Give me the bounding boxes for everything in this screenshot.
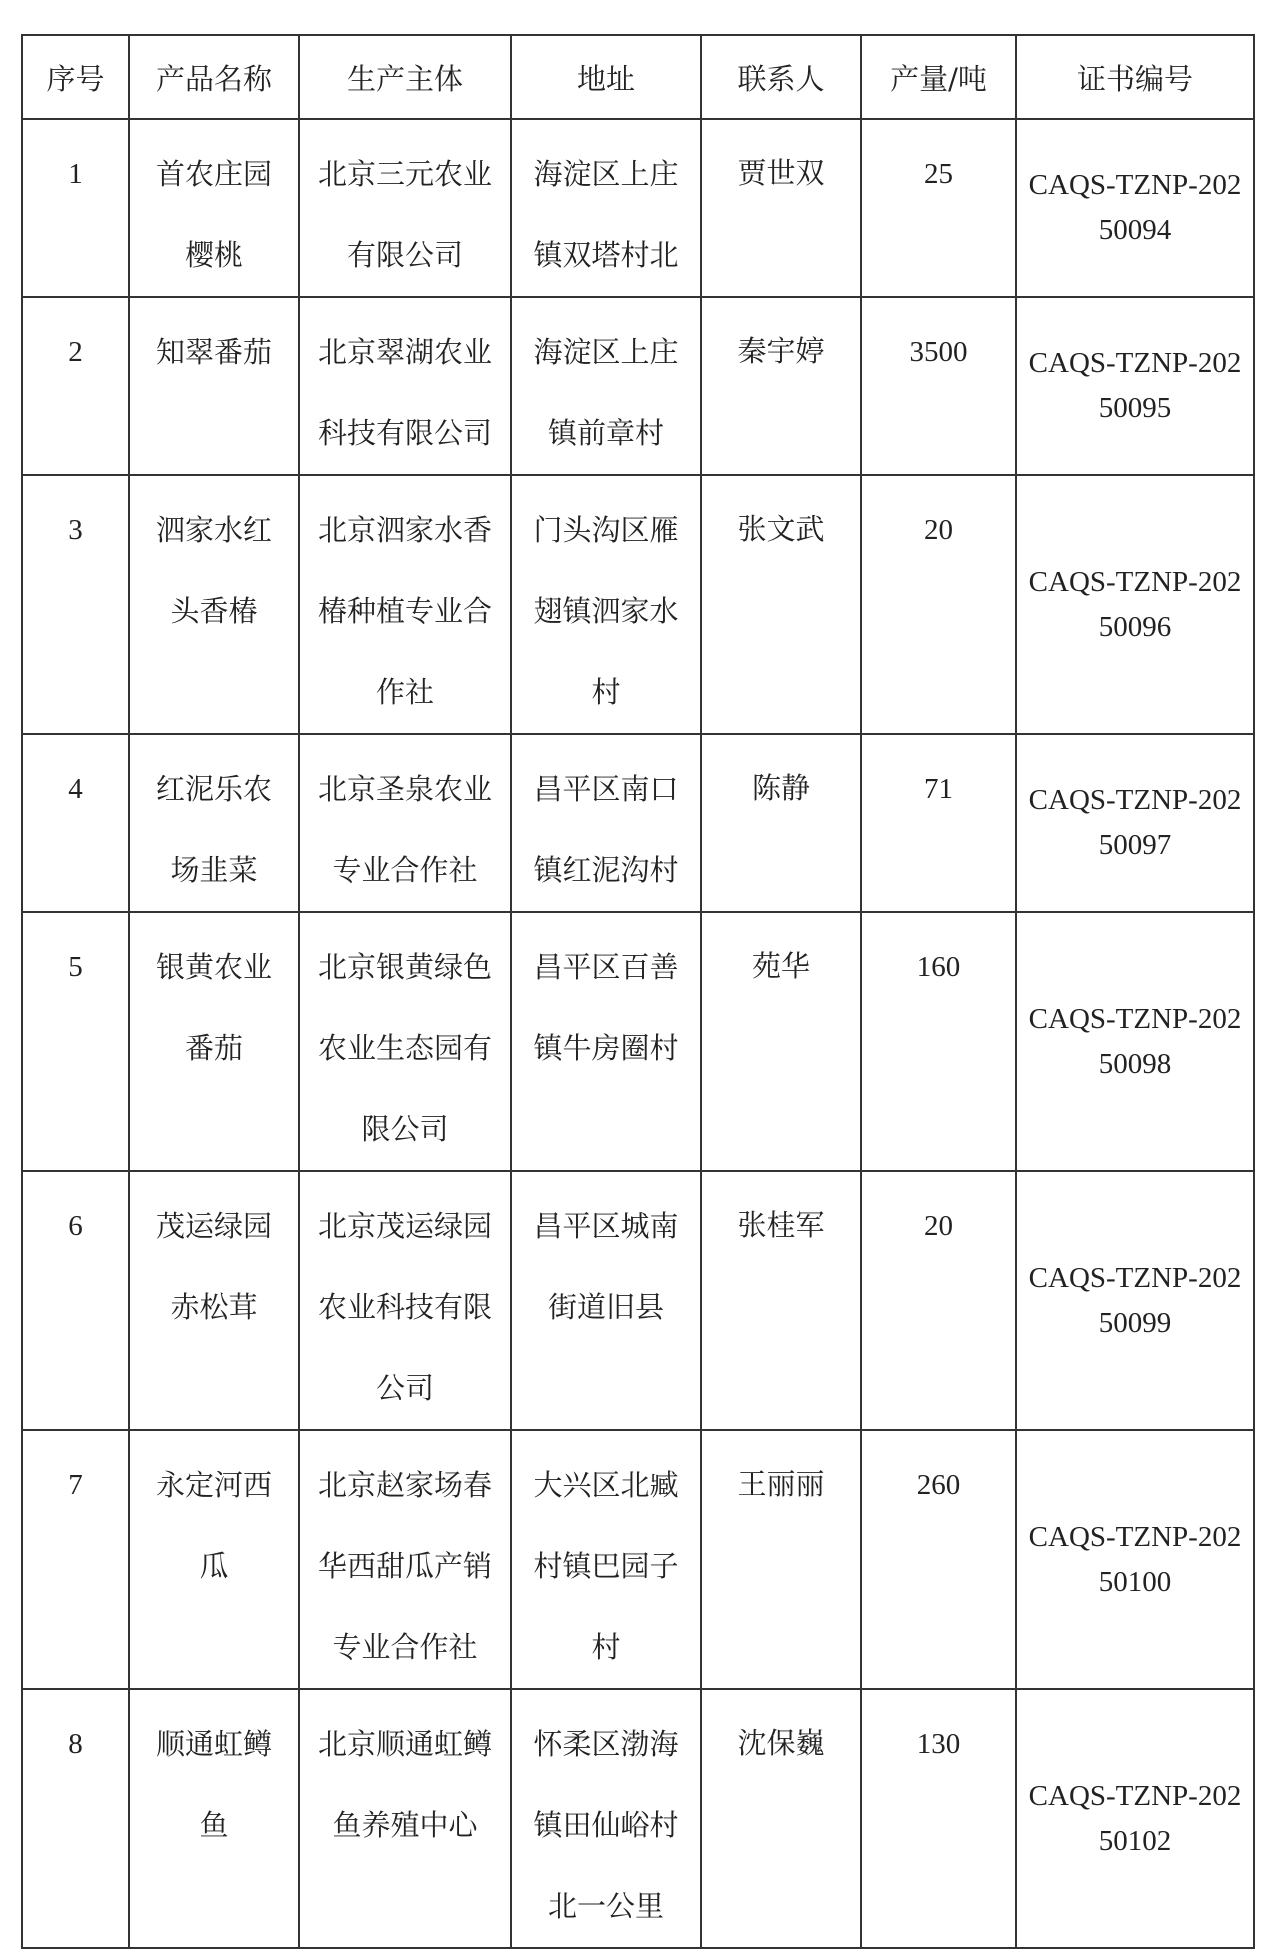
- cell-producer: [299, 1430, 511, 1689]
- cell-output: [861, 475, 1016, 734]
- cell-producer-line: 作社: [375, 675, 434, 709]
- cell-address-line: 镇田仙峪村: [533, 1808, 679, 1842]
- cell-index: [22, 119, 129, 297]
- cell-product-name: [129, 475, 299, 734]
- cell-product-name: [129, 912, 299, 1171]
- certificate-no-line: CAQS-TZNP-202: [1028, 169, 1242, 201]
- cell-product-name: [129, 119, 299, 297]
- table-row: [22, 475, 1254, 734]
- cell-producer: [299, 475, 511, 734]
- cell-contact-text: 王丽丽: [737, 1469, 825, 1501]
- certificate-no-line: CAQS-TZNP-202: [1028, 1520, 1242, 1553]
- table-row: [22, 119, 1254, 297]
- cell-output-text: 71: [924, 773, 953, 805]
- cell-address: [511, 1171, 701, 1430]
- cell-producer: [299, 1171, 511, 1430]
- cell-contact-text: 秦宇婷: [737, 336, 825, 368]
- cell-address: [511, 1689, 701, 1948]
- cell-index-text: 7: [68, 1469, 83, 1501]
- cell-address-line: 镇红泥沟村: [533, 853, 679, 887]
- table-row: [22, 1689, 1254, 1948]
- header-address: 地址: [511, 35, 701, 119]
- cell-certificate-no: [1016, 119, 1254, 297]
- cell-contact: [701, 1430, 861, 1689]
- cell-product-name-line: 银黄农业: [155, 950, 272, 984]
- cell-product-name-line: 瓜: [199, 1549, 229, 1583]
- cell-index: [22, 1689, 129, 1948]
- cell-output-text: 20: [924, 1210, 953, 1242]
- cell-address-line: 门头沟区雁: [533, 513, 679, 547]
- cell-producer-line: 北京茂运绿园: [317, 1209, 492, 1243]
- cell-producer-line: 专业合作社: [332, 1630, 478, 1664]
- cell-contact: [701, 912, 861, 1171]
- cell-product-name: [129, 1689, 299, 1948]
- table-row: [22, 297, 1254, 475]
- certificate-no-line: CAQS-TZNP-202: [1028, 1002, 1242, 1035]
- certificate-no-line: 50102: [1098, 1824, 1172, 1857]
- header-row: [22, 35, 1254, 119]
- header-output-tons: 产量/吨: [861, 35, 1016, 119]
- header-producer: 生产主体: [299, 35, 511, 119]
- cell-producer-line: 北京顺通虹鳟: [317, 1727, 492, 1761]
- cell-address-line: 街道旧县: [547, 1290, 664, 1324]
- certificate-no-line: CAQS-TZNP-202: [1028, 565, 1242, 598]
- cell-certificate-no: [1016, 912, 1254, 1171]
- certificate-no-line: 50097: [1098, 829, 1172, 861]
- cell-output: [861, 1171, 1016, 1430]
- cell-producer-line: 专业合作社: [332, 853, 478, 887]
- cell-address-line: 海淀区上庄: [533, 157, 679, 191]
- cell-certificate-no: [1016, 1689, 1254, 1948]
- cell-index-text: 5: [68, 951, 83, 983]
- cell-product-name-line: 泗家水红: [155, 513, 272, 547]
- cell-address-line: 怀柔区渤海: [533, 1727, 679, 1761]
- cell-certificate-no: [1016, 1171, 1254, 1430]
- table-row: [22, 734, 1254, 912]
- cell-product-name: [129, 297, 299, 475]
- cell-address: [511, 475, 701, 734]
- cell-address-line: 镇前章村: [547, 416, 664, 450]
- cell-producer: [299, 912, 511, 1171]
- cell-index: [22, 912, 129, 1171]
- cell-producer-line: 北京银黄绿色: [317, 950, 492, 984]
- cell-index-text: 2: [68, 336, 83, 368]
- cell-contact-text: 陈静: [751, 773, 810, 805]
- cell-output: [861, 734, 1016, 912]
- cell-address-line: 昌平区城南: [533, 1209, 679, 1243]
- certificate-no-line: 50096: [1098, 610, 1172, 643]
- cell-address-line: 海淀区上庄: [533, 335, 679, 369]
- cell-index-text: 1: [68, 158, 83, 190]
- table-body: [22, 119, 1254, 1948]
- certificate-no-line: CAQS-TZNP-202: [1028, 1261, 1242, 1294]
- cell-product-name-line: 红泥乐农: [155, 772, 272, 806]
- cell-product-name-line: 樱桃: [184, 238, 243, 272]
- cell-address-line: 北一公里: [547, 1889, 664, 1923]
- cell-index: [22, 1171, 129, 1430]
- cell-address-line: 村镇巴园子: [533, 1549, 679, 1583]
- cell-producer-line: 农业生态园有: [317, 1031, 492, 1065]
- cell-address-line: 村: [591, 675, 621, 709]
- cell-product-name-line: 番茄: [184, 1031, 243, 1065]
- cell-address: [511, 912, 701, 1171]
- cell-product-name-line: 永定河西: [155, 1468, 272, 1502]
- table-row: [22, 1171, 1254, 1430]
- table-row: [22, 1430, 1254, 1689]
- cell-producer: [299, 734, 511, 912]
- cell-output-text: 160: [916, 951, 961, 983]
- cell-contact-text: 沈保巍: [737, 1728, 825, 1760]
- cell-contact: [701, 1689, 861, 1948]
- cell-output: [861, 119, 1016, 297]
- cell-producer: [299, 1689, 511, 1948]
- cell-producer-line: 北京泗家水香: [317, 513, 492, 547]
- cell-producer-line: 科技有限公司: [317, 416, 492, 450]
- cell-producer-line: 鱼养殖中心: [332, 1808, 478, 1842]
- cell-producer-line: 椿种植专业合: [317, 594, 492, 628]
- cell-output-text: 3500: [909, 336, 968, 368]
- cell-producer-line: 北京翠湖农业: [317, 335, 492, 369]
- header-product-name: 产品名称: [129, 35, 299, 119]
- certificate-no-line: 50099: [1098, 1306, 1172, 1339]
- cell-contact-text: 张文武: [737, 514, 825, 546]
- cell-producer: [299, 297, 511, 475]
- cell-product-name-line: 知翠番茄: [155, 335, 272, 369]
- cell-product-name-line: 鱼: [199, 1808, 229, 1842]
- cell-certificate-no: [1016, 1430, 1254, 1689]
- cell-contact: [701, 475, 861, 734]
- cell-contact-text: 张桂军: [737, 1210, 825, 1242]
- cell-address-line: 昌平区百善: [533, 950, 679, 984]
- cell-product-name: [129, 1430, 299, 1689]
- cell-output-text: 25: [924, 158, 953, 190]
- cell-product-name-line: 头香椿: [170, 594, 258, 628]
- cell-address-line: 镇牛房圈村: [533, 1031, 679, 1065]
- cell-producer-line: 华西甜瓜产销: [317, 1549, 492, 1583]
- cell-address: [511, 1430, 701, 1689]
- cell-address-line: 昌平区南口: [533, 772, 679, 806]
- cell-output: [861, 1689, 1016, 1948]
- cell-product-name-line: 首农庄园: [155, 157, 272, 191]
- cell-address: [511, 734, 701, 912]
- cell-product-name-line: 场韭菜: [170, 853, 258, 887]
- certificate-table: [21, 34, 1255, 1949]
- table-header: [22, 35, 1254, 119]
- cell-producer-line: 限公司: [361, 1112, 449, 1146]
- cell-certificate-no: [1016, 475, 1254, 734]
- cell-index-text: 6: [68, 1210, 83, 1242]
- certificate-no-line: 50095: [1098, 392, 1172, 424]
- certificate-no-line: CAQS-TZNP-202: [1028, 1779, 1242, 1812]
- cell-product-name: [129, 1171, 299, 1430]
- cell-output-text: 130: [916, 1728, 961, 1760]
- cell-index-text: 8: [68, 1728, 83, 1760]
- cell-product-name: [129, 734, 299, 912]
- cell-address: [511, 119, 701, 297]
- certificate-no-line: 50098: [1098, 1047, 1172, 1080]
- header-index: 序号: [22, 35, 129, 119]
- table-row: [22, 912, 1254, 1171]
- cell-contact-text: 贾世双: [737, 158, 825, 190]
- cell-producer-line: 公司: [375, 1371, 434, 1405]
- cell-output-text: 260: [916, 1469, 961, 1501]
- certificate-no-line: 50094: [1098, 214, 1172, 246]
- header-contact: 联系人: [701, 35, 861, 119]
- cell-product-name-line: 赤松茸: [170, 1290, 258, 1324]
- cell-output-text: 20: [924, 514, 953, 546]
- cell-address: [511, 297, 701, 475]
- cell-index: [22, 297, 129, 475]
- cell-producer-line: 有限公司: [346, 238, 463, 272]
- cell-producer: [299, 119, 511, 297]
- cell-producer-line: 北京三元农业: [317, 157, 492, 191]
- cell-index: [22, 1430, 129, 1689]
- cell-contact: [701, 297, 861, 475]
- cell-output: [861, 912, 1016, 1171]
- cell-index-text: 4: [68, 773, 83, 805]
- cell-contact: [701, 734, 861, 912]
- certificate-no-line: 50100: [1098, 1565, 1172, 1598]
- cell-address-line: 翅镇泗家水: [533, 594, 679, 628]
- cell-certificate-no: [1016, 734, 1254, 912]
- header-certificate-no: 证书编号: [1016, 35, 1254, 119]
- certificate-no-line: CAQS-TZNP-202: [1028, 347, 1242, 379]
- cell-producer-line: 北京赵家场春: [317, 1468, 492, 1502]
- cell-contact-text: 苑华: [751, 951, 810, 983]
- cell-producer-line: 北京圣泉农业: [317, 772, 492, 806]
- cell-index: [22, 475, 129, 734]
- cell-product-name-line: 茂运绿园: [155, 1209, 272, 1243]
- cell-producer-line: 农业科技有限: [317, 1290, 492, 1324]
- cell-index: [22, 734, 129, 912]
- cell-product-name-line: 顺通虹鳟: [155, 1727, 272, 1761]
- cell-address-line: 大兴区北臧: [533, 1468, 679, 1502]
- cell-contact: [701, 119, 861, 297]
- certificate-no-line: CAQS-TZNP-202: [1028, 784, 1242, 816]
- cell-output: [861, 297, 1016, 475]
- cell-index-text: 3: [68, 514, 83, 546]
- cell-contact: [701, 1171, 861, 1430]
- cell-output: [861, 1430, 1016, 1689]
- cell-address-line: 村: [591, 1630, 621, 1664]
- cell-certificate-no: [1016, 297, 1254, 475]
- cell-address-line: 镇双塔村北: [533, 238, 679, 272]
